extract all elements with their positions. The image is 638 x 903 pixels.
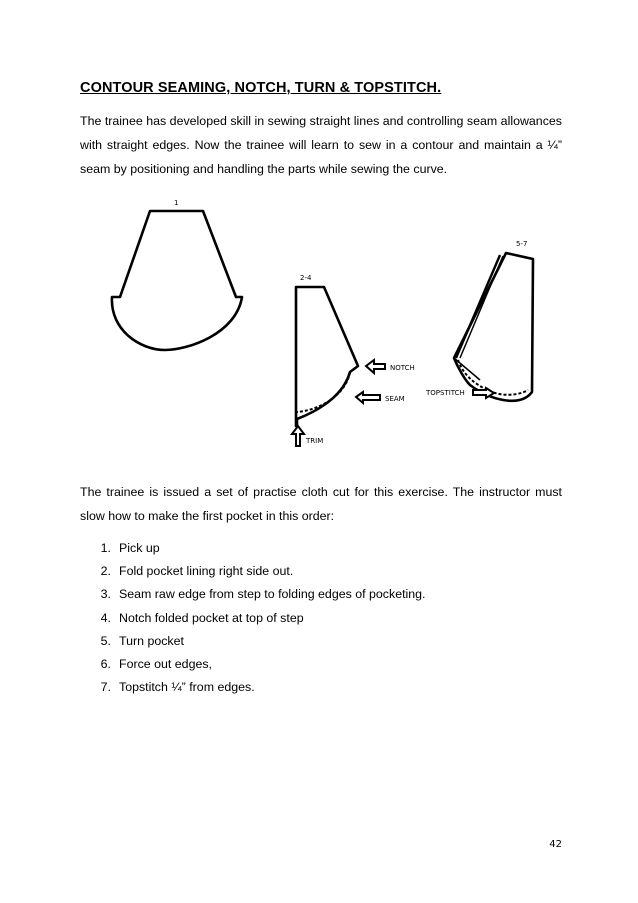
notch-arrow-icon	[366, 360, 385, 373]
step-number: 3.	[100, 587, 111, 602]
list-item	[87, 607, 426, 630]
step-text: Pick up	[119, 541, 160, 555]
pocket-shape-2-4	[296, 287, 358, 426]
step-text: Topstitch ¼” from edges.	[119, 680, 255, 695]
intro-paragraph: The trainee has developed skill in sewing straight lines and controlling seam allowances with straight edges. Now the trainee will learn to sew in a contour and maintain a ¼” seam by positioning and handling the parts while sewing the curve.	[80, 114, 562, 176]
step-text: Turn pocket	[119, 633, 184, 648]
label-step-5-7: 5-7	[516, 240, 528, 248]
label-step-2-4: 2-4	[300, 274, 312, 282]
step-number: 7.	[100, 680, 111, 695]
pocket-shape-1	[112, 211, 242, 350]
step-text: Seam raw edge from step to folding edges of pocketing.	[119, 587, 426, 602]
step-number: 5.	[100, 633, 111, 648]
trim-arrow-icon	[292, 426, 304, 446]
pocket-diagram-svg	[100, 190, 560, 455]
label-notch: NOTCH	[390, 364, 415, 372]
label-topstitch: TOPSTITCH	[426, 389, 465, 397]
list-item	[87, 560, 426, 583]
pocket-shape-5-7	[454, 253, 533, 401]
step-number: 6.	[100, 656, 111, 671]
instructions-paragraph: The trainee is issued a set of practise cloth cut for this exercise. The instructor must slow how to make the first pocket in this order:	[80, 485, 562, 523]
list-item	[87, 630, 426, 653]
step-number: 4.	[100, 610, 111, 625]
seam-arrow-icon	[356, 392, 380, 403]
label-trim: TRIM	[306, 437, 324, 445]
list-item	[87, 583, 426, 606]
step-number: 1.	[100, 541, 111, 555]
step-text: Notch folded pocket at top of step	[119, 610, 304, 625]
list-item	[87, 676, 426, 699]
step-number: 2.	[100, 564, 111, 579]
step-text: Force out edges,	[119, 656, 212, 671]
steps-list	[87, 537, 426, 699]
list-item	[87, 537, 426, 560]
label-step-1: 1	[174, 199, 179, 207]
label-seam: SEAM	[385, 395, 405, 403]
page-number: 42	[549, 839, 562, 850]
pocket-diagram	[100, 190, 560, 455]
step-text: Fold pocket lining right side out.	[119, 564, 294, 579]
list-item	[87, 653, 426, 676]
page-title: CONTOUR SEAMING, NOTCH, TURN & TOPSTITCH.	[80, 80, 442, 96]
